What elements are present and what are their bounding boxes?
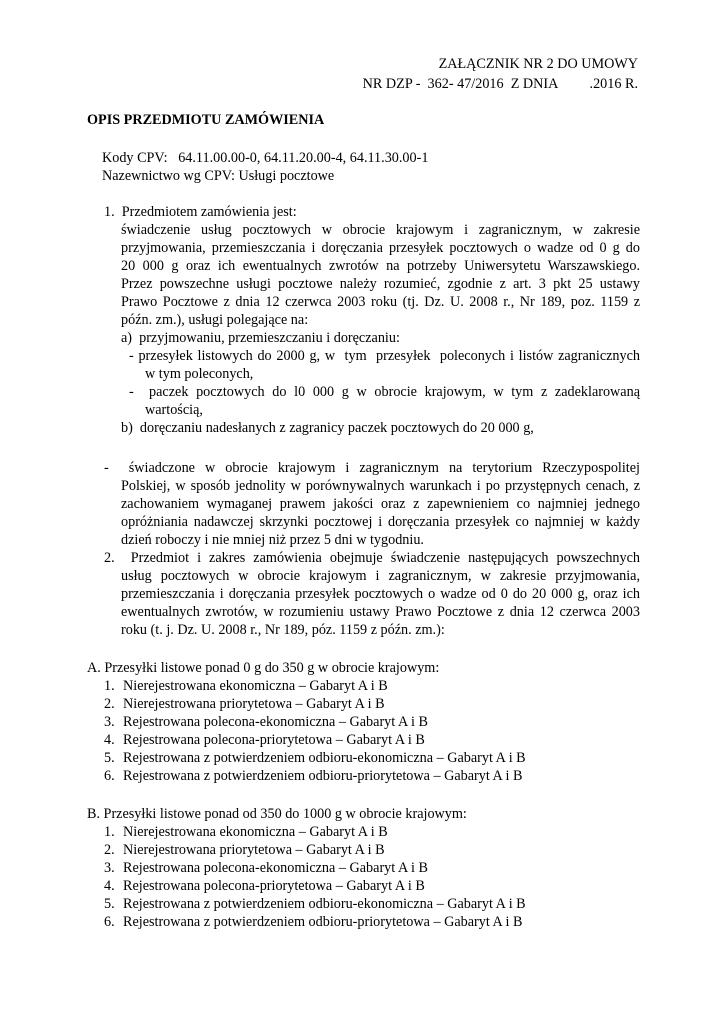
section1-dash2	[129, 383, 640, 401]
section1-item-b: b) doręczaniu nadesłanych z zagranicy paczek pocztowych do 20 000 g,	[121, 420, 534, 436]
cpv-name: Nazewnictwo wg CPV: Usługi pocztowe	[102, 168, 335, 184]
section1-line: przyjmowania, przemieszczania i doręczania przesyłek pocztowych o wadze od 0 g do	[121, 240, 640, 256]
sectionA-list	[104, 677, 526, 785]
section2-line: ewentualnych zwrotów, w rozumieniu ustawy Prawo Pocztowe z dnia 12 czerwca 2003	[121, 604, 640, 620]
bullet-line: dzień roboczy i nie mniej niż przez 5 dni w tygodniu.	[121, 532, 424, 548]
bullet-paragraph	[121, 477, 640, 549]
annex-header-line2: NR DZP - 362- 47/2016 Z DNIA .2016 R.	[362, 76, 638, 92]
list-item: 3. Rejestrowana polecona-ekonomiczna – Gabaryt A i B	[104, 714, 428, 730]
bullet-line: zachowaniem wymaganej prawem jakości oraz z zapewnieniem co najmniej jednego	[121, 496, 640, 512]
section2-line: przemieszczania i doręczania przesyłek pocztowych o wadze od 0 do 20 000 g, oraz ich	[121, 586, 640, 602]
bullet-first-line	[104, 459, 640, 477]
sectionA-heading: A. Przesyłki listowe ponad 0 g do 350 g w obrocie krajowym:	[87, 660, 440, 676]
section1-item-a: a) przyjmowaniu, przemieszczaniu i doręczaniu:	[121, 330, 400, 346]
list-item: 5. Rejestrowana z potwierdzeniem odbioru-ekonomiczna – Gabaryt A i B	[104, 750, 526, 766]
bullet-line: opróżniania nadawczej skrzynki pocztowej i doręczania przesyłek co najmniej w każdy	[121, 514, 640, 530]
dash1-line2: w tym poleconych,	[145, 366, 254, 382]
section2-line: usług pocztowych w obrocie krajowym i zagranicznym, w zakresie przyjmowania,	[121, 568, 640, 584]
section1-heading: 1. Przedmiotem zamówienia jest:	[104, 204, 297, 220]
sectionB-heading: B. Przesyłki listowe ponad od 350 do 1000 g w obrocie krajowym:	[87, 806, 467, 822]
section1-line: świadczenie usług pocztowych w obrocie krajowym i zagranicznym, w zakresie	[121, 222, 640, 238]
list-item: 4. Rejestrowana polecona-priorytetowa – Gabaryt A i B	[104, 878, 425, 894]
dash2-line1: - paczek pocztowych do l0 000 g w obrocie krajowym, w tym z zadeklarowaną	[129, 384, 640, 400]
sectionB-list	[104, 823, 526, 931]
list-item: 2. Nierejestrowana priorytetowa – Gabaryt A i B	[104, 842, 385, 858]
section2-line: roku (t. j. Dz. U. 2008 r., Nr 189, póz. 1159 z późn. zm.):	[121, 622, 445, 638]
dash1-line1: - przesyłek listowych do 2000 g, w tym przesyłek poleconych i listów zagranicznych	[129, 348, 640, 364]
list-item: 4. Rejestrowana polecona-priorytetowa – Gabaryt A i B	[104, 732, 425, 748]
section1-line: późn. zm.), usługi polegające na:	[121, 312, 309, 328]
cpv-codes: Kody CPV: 64.11.00.00-0, 64.11.20.00-4, 64.11.30.00-1	[102, 150, 429, 166]
dash2-line2: wartością,	[145, 402, 203, 418]
section1-dash1	[129, 347, 640, 365]
annex-header-line1: ZAŁĄCZNIK NR 2 DO UMOWY	[438, 56, 638, 72]
list-item: 3. Rejestrowana polecona-ekonomiczna – Gabaryt A i B	[104, 860, 428, 876]
section1-line: Prawo Pocztowe z dnia 12 czerwca 2003 roku (tj. Dz. U. 2008 r., Nr 189, poz. 1159 z	[121, 294, 640, 310]
document-title: OPIS PRZEDMIOTU ZAMÓWIENIA	[87, 112, 325, 128]
list-item: 5. Rejestrowana z potwierdzeniem odbioru-ekonomiczna – Gabaryt A i B	[104, 896, 526, 912]
section2-first-line	[104, 549, 640, 567]
section1-paragraph	[121, 221, 640, 329]
section1-line: Przez powszechne usługi pocztowe należy rozumieć, zgodnie z art. 3 pkt 25 ustawy	[121, 276, 640, 292]
bullet-line: Polskiej, w sposób jednolity w porównywalnych warunkach i po przystępnych cenach, z	[121, 478, 640, 494]
list-item: 2. Nierejestrowana priorytetowa – Gabaryt A i B	[104, 696, 385, 712]
list-item: 6. Rejestrowana z potwierdzeniem odbioru-priorytetowa – Gabaryt A i B	[104, 768, 523, 784]
section1-line: 20 000 g oraz ich ewentualnych zwrotów na potrzeby Uniwersytetu Warszawskiego.	[121, 258, 640, 274]
section2-paragraph	[121, 567, 640, 639]
list-item: 1. Nierejestrowana ekonomiczna – Gabaryt A i B	[104, 678, 388, 694]
bullet-line: - świadczone w obrocie krajowym i zagranicznym na terytorium Rzeczypospolitej	[104, 460, 640, 476]
list-item: 1. Nierejestrowana ekonomiczna – Gabaryt A i B	[104, 824, 388, 840]
section2-line: 2. Przedmiot i zakres zamówienia obejmuje świadczenie następujących powszechnych	[104, 550, 640, 566]
list-item: 6. Rejestrowana z potwierdzeniem odbioru-priorytetowa – Gabaryt A i B	[104, 914, 523, 930]
